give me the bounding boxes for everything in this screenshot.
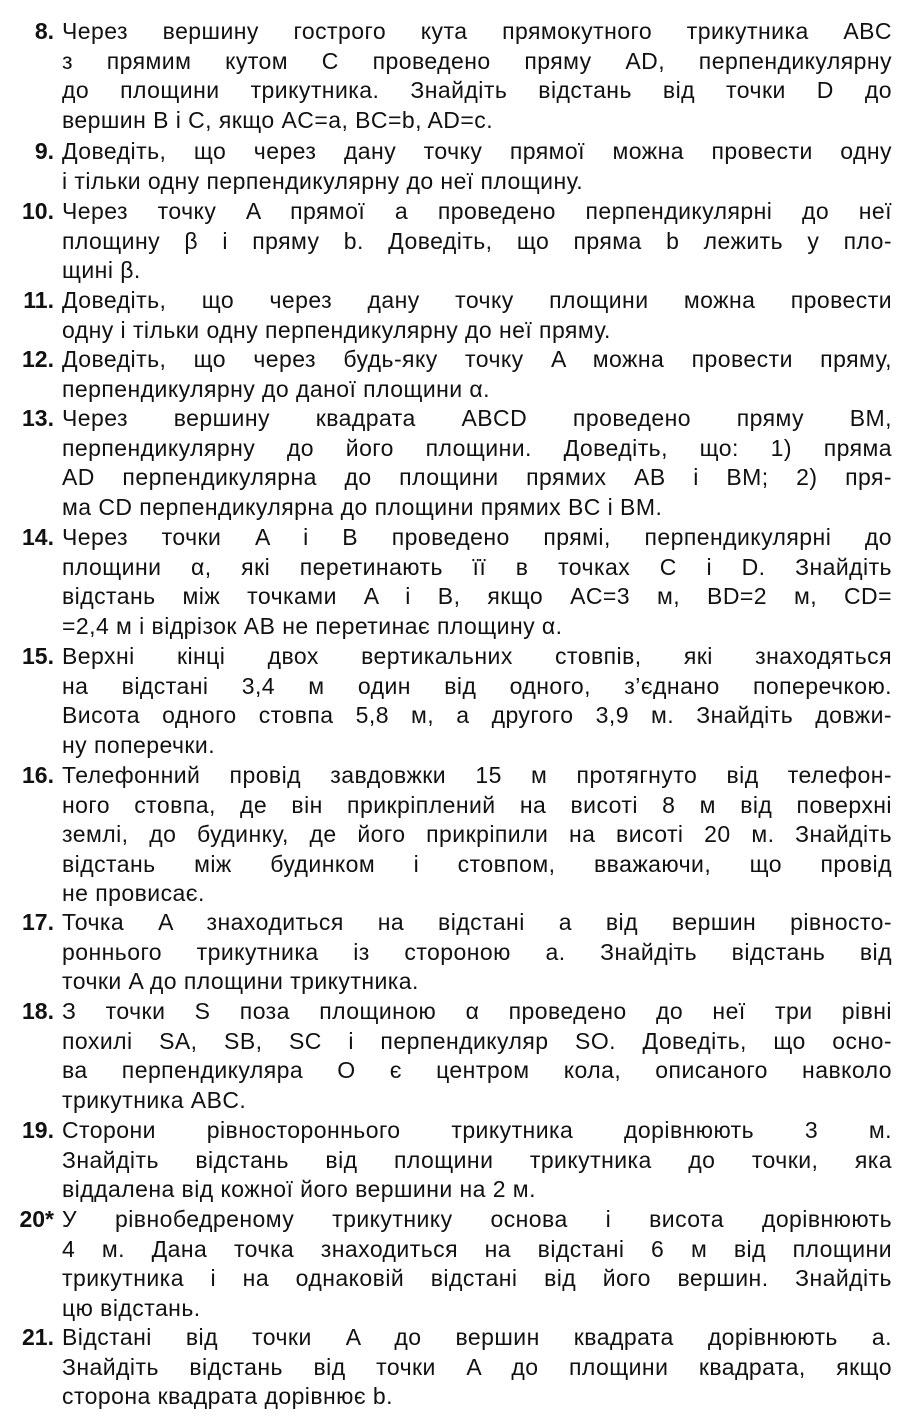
- problem-text-line: ва перпендикуляра O є центром кола, описаного навколо: [62, 1057, 892, 1084]
- problem-number: 20*: [19, 1206, 54, 1232]
- problem-number: 15.: [22, 643, 54, 669]
- problem-text-line: З точки S поза площиною α проведено до неї три рівні: [62, 998, 892, 1024]
- problem-text-line: на відстані 3,4 м один від одного, з’єднано поперечкою.: [62, 672, 892, 699]
- problem-text-line: точки A до площини трикутника.: [62, 968, 419, 995]
- problem-text-line: Висота одного стовпа 5,8 м, а другого 3,9 м. Знайдіть довжи-: [62, 702, 892, 729]
- problem-number: 13.: [22, 405, 54, 431]
- problem-text-line: Через вершину квадрата ABCD проведено пряму BM,: [62, 405, 892, 431]
- problem-item: [0, 17, 919, 135]
- problem-item: [0, 345, 919, 404]
- problem-text-line: Верхні кінці двох вертикальних стовпів, які знаходяться: [62, 643, 892, 669]
- problem-text-line: віддалена від кожної його вершини на 2 м.: [62, 1176, 536, 1203]
- problem-text-line: площини α, які перетинають її в точках C і D. Знайдіть: [62, 553, 892, 580]
- problem-text-line: одну і тільки одну перпендикулярну до неї пряму.: [62, 316, 611, 343]
- problem-number: 16.: [22, 762, 54, 788]
- problem-text-line: Сторони рівностороннього трикутника дорівнюють 3 м.: [62, 1117, 892, 1143]
- problem-text-line: ну поперечки.: [62, 731, 216, 758]
- problem-text-line: щині β.: [62, 257, 141, 284]
- problem-text-line: Доведіть, що через дану точку площини можна провести: [62, 287, 892, 313]
- problem-text-line: Знайдіть відстань від площини трикутника до точки, яка: [62, 1146, 892, 1173]
- problem-item: [0, 908, 919, 997]
- problem-text-line: Доведіть, що через дану точку прямої можна провести одну: [62, 138, 892, 164]
- problem-text-line: Телефонний провід завдовжки 15 м протягнуто від телефон-: [62, 762, 892, 788]
- problem-number: 12.: [22, 346, 54, 372]
- problem-text-line: Точка A знаходиться на відстані a від вершин рівносто-: [62, 909, 892, 935]
- problem-item: [0, 286, 919, 345]
- problem-text-line: площину β і пряму b. Доведіть, що пряма b лежить у пло-: [62, 227, 892, 254]
- problem-item: [0, 997, 919, 1115]
- problem-number: 17.: [22, 909, 54, 935]
- problem-number: 8.: [34, 18, 54, 44]
- problem-item: [0, 523, 919, 641]
- problem-text-line: і тільки одну перпендикулярну до неї площину.: [62, 167, 584, 194]
- problem-number: 11.: [23, 287, 54, 313]
- problem-text-line: відстань між точками A і B, якщо AC=3 м, BD=2 м, CD=: [62, 583, 892, 610]
- problem-text-line: AD перпендикулярна до площини прямих AB і BM; 2) пря-: [62, 464, 892, 491]
- problem-item: [0, 404, 919, 522]
- problem-text-line: цю відстань.: [62, 1294, 201, 1321]
- problem-item: [0, 1323, 919, 1412]
- problem-text-line: перпендикулярну до даної площини α.: [62, 375, 490, 402]
- problem-item: [0, 197, 919, 286]
- problem-item: [0, 137, 919, 196]
- problem-text-line: Через точку A прямої a проведено перпендикулярні до неї: [62, 198, 892, 224]
- problem-text-line: перпендикулярну до його площини. Доведіть, що: 1) пряма: [62, 434, 892, 461]
- problem-text-line: вершин B і C, якщо AC=a, BC=b, AD=c.: [62, 106, 494, 133]
- problem-text-line: =2,4 м і відрізок AB не перетинає площину α.: [62, 612, 563, 639]
- problem-text-line: Через точки A і B проведено прямі, перпендикулярні до: [62, 524, 892, 550]
- problem-text-line: відстань між будинком і стовпом, вважаючи, що провід: [62, 850, 892, 877]
- problem-text-line: У рівнобедреному трикутнику основа і висота дорівнюють: [62, 1206, 892, 1232]
- problem-text-line: Доведіть, що через будь-яку точку A можна провести пряму,: [62, 346, 892, 372]
- problem-text-line: не провисає.: [62, 880, 205, 907]
- problem-text-line: трикутника і на однаковій відстані від його вершин. Знайдіть: [62, 1265, 892, 1292]
- problem-number: 19.: [22, 1117, 54, 1143]
- problem-number: 18.: [22, 998, 54, 1024]
- problem-text-line: роннього трикутника із стороною a. Знайдіть відстань від: [62, 938, 892, 965]
- problem-text-line: ма CD перпендикулярна до площини прямих BC і BM.: [62, 493, 663, 520]
- problem-number: 21.: [22, 1324, 54, 1350]
- problem-item: [0, 1205, 919, 1323]
- problem-number: 14.: [22, 524, 54, 550]
- problem-text-line: 4 м. Дана точка знаходиться на відстані 6 м від площини: [62, 1235, 892, 1262]
- problem-text-line: з прямим кутом C проведено пряму AD, перпендикулярну: [62, 47, 892, 74]
- problem-text-line: Відстані від точки A до вершин квадрата дорівнюють a.: [62, 1324, 892, 1350]
- problem-text-line: Через вершину гострого кута прямокутного трикутника ABC: [62, 18, 892, 44]
- problem-text-line: землі, до будинку, де його прикріпили на висоті 20 м. Знайдіть: [62, 821, 892, 848]
- problem-item: [0, 642, 919, 760]
- problem-text-line: ного стовпа, де він прикріплений на висоті 8 м від поверхні: [62, 791, 892, 818]
- problem-text-line: сторона квадрата дорівнює b.: [62, 1383, 393, 1410]
- problem-text-line: трикутника ABC.: [62, 1086, 247, 1113]
- problem-item: [0, 761, 919, 909]
- problem-item: [0, 1116, 919, 1205]
- problem-text-line: Знайдіть відстань від точки A до площини квадрата, якщо: [62, 1353, 892, 1380]
- problem-number: 10.: [22, 198, 54, 224]
- problem-text-line: до площини трикутника. Знайдіть відстань від точки D до: [62, 77, 892, 104]
- problem-number: 9.: [34, 138, 54, 164]
- problem-text-line: похилі SA, SB, SC і перпендикуляр SO. Доведіть, що осно-: [62, 1027, 892, 1054]
